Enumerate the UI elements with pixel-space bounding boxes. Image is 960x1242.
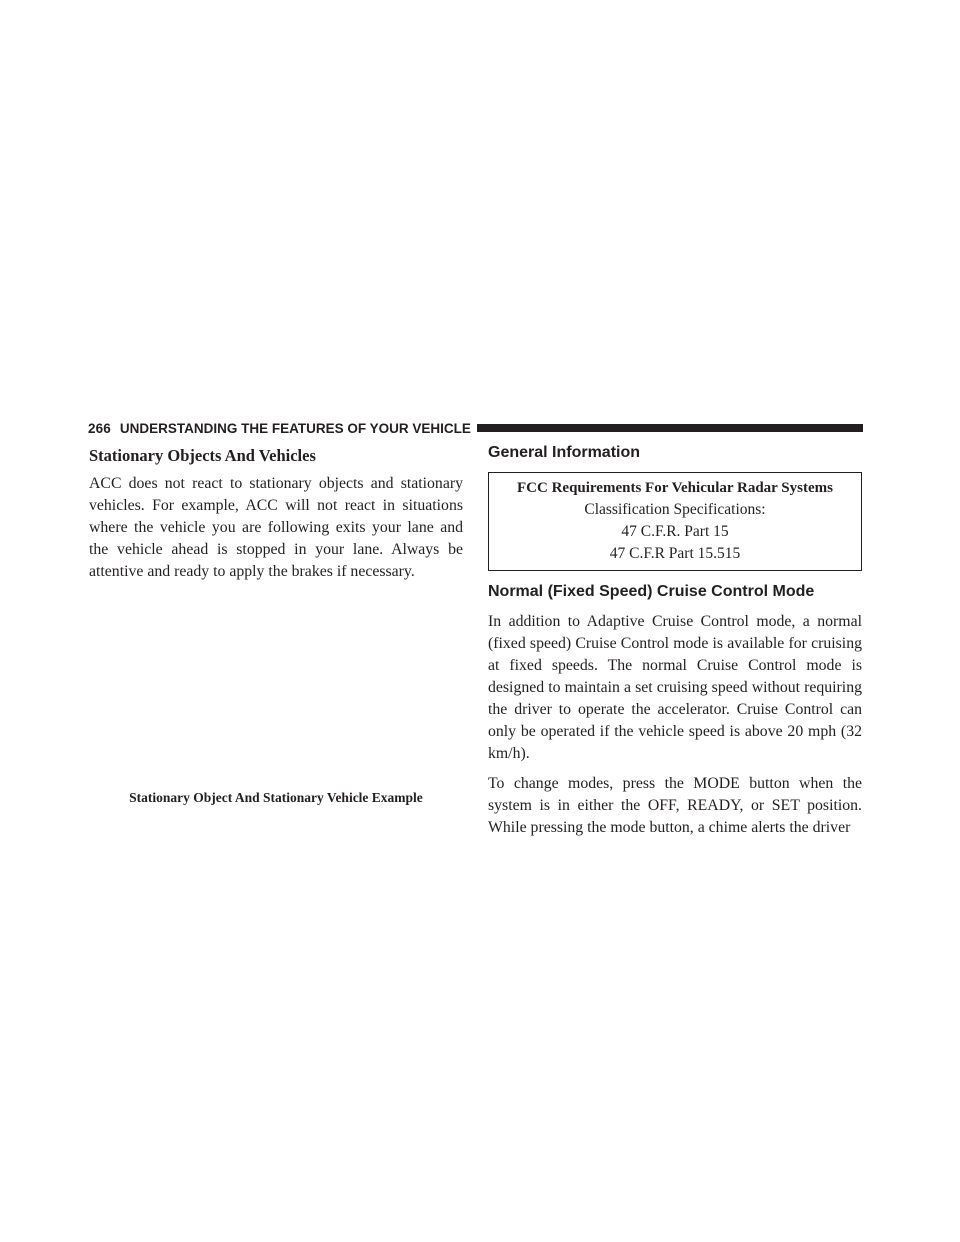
normal-cruise-heading: Normal (Fixed Speed) Cruise Control Mode	[488, 583, 815, 600]
stationary-objects-paragraph: ACC does not react to stationary objects and stationary vehicles. For example, ACC will not react in situations where the vehicle you are following exits your lane and the vehicle ahead is stopped in your lane. Always be attentive and ready to apply the brakes if necessary.	[89, 475, 463, 580]
fcc-requirements-box	[488, 472, 862, 571]
figure-caption: Stationary Object And Stationary Vehicle Example	[129, 790, 423, 805]
page-number: 266	[88, 420, 111, 436]
right-column	[488, 438, 862, 839]
fcc-box-line: Classification Specifications:	[584, 501, 766, 518]
header-rule	[477, 424, 863, 432]
stationary-objects-heading: Stationary Objects And Vehicles	[89, 446, 316, 465]
fcc-box-line: 47 C.F.R. Part 15	[621, 523, 729, 540]
fcc-box-title: FCC Requirements For Vehicular Radar Systems	[517, 480, 833, 496]
figure-placeholder	[89, 580, 463, 790]
fcc-box-line: 47 C.F.R Part 15.515	[609, 545, 741, 562]
section-title: UNDERSTANDING THE FEATURES OF YOUR VEHICLE	[119, 420, 471, 436]
general-information-heading: General Information	[488, 444, 641, 461]
left-column	[89, 438, 463, 583]
page-header	[88, 418, 863, 438]
change-modes-paragraph: To change modes, press the MODE button when the system is in either the OFF, READY, or SET position. While pressing the mode button, a chime alerts the driver	[488, 775, 862, 836]
normal-cruise-paragraph: In addition to Adaptive Cruise Control mode, a normal (fixed speed) Cruise Control mode is available for cruising at fixed speeds. The normal Cruise Control mode is designed to maintain a set cruising speed without requiring the driver to operate the accelerator. Cruise Control can only be operated if the vehicle speed is above 20 mph (32 km/h).	[488, 613, 862, 762]
